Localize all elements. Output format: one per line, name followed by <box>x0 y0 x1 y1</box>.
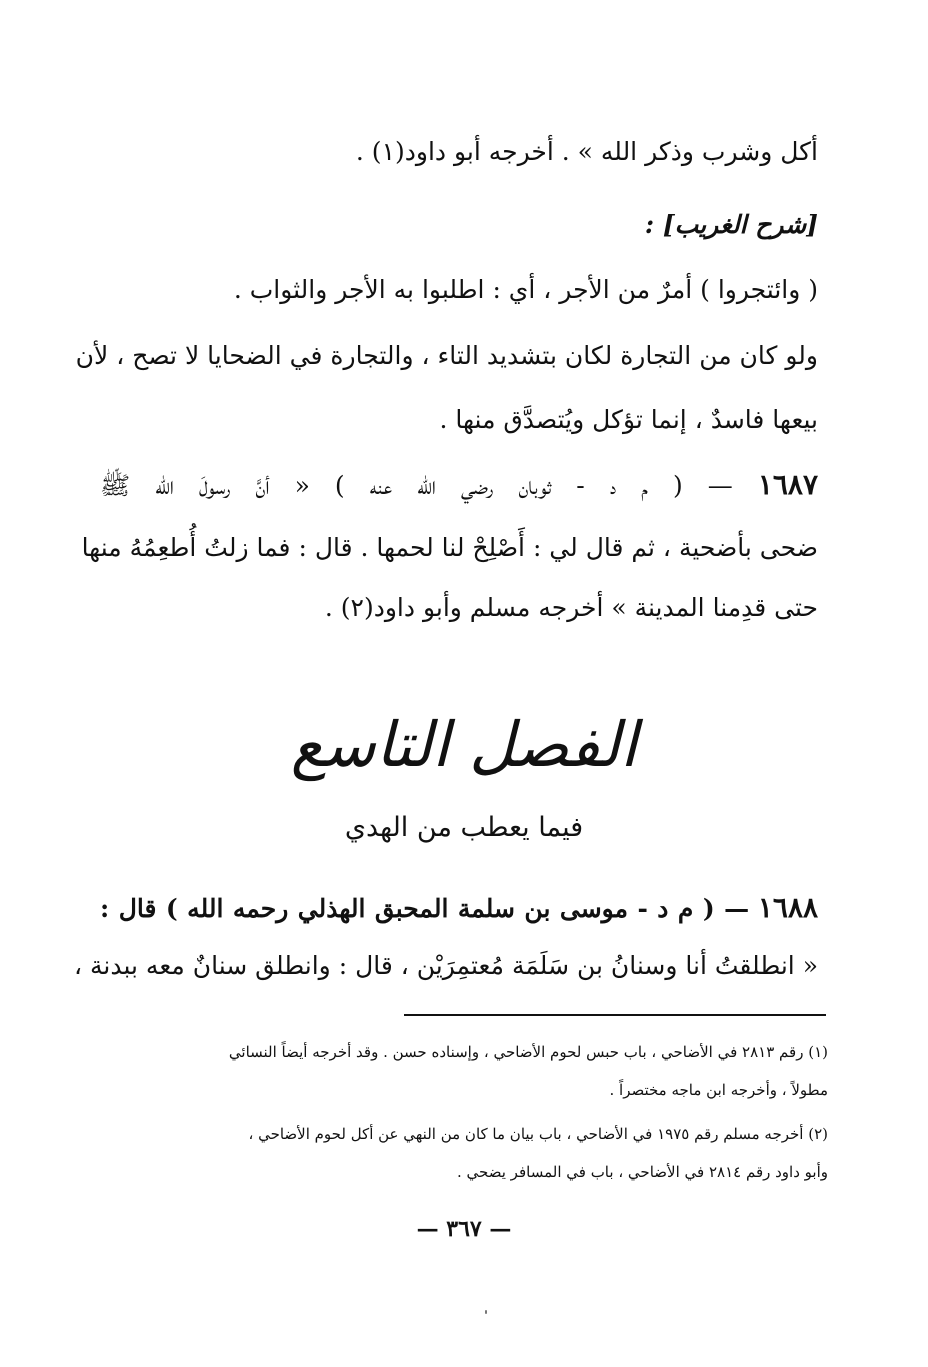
text-line-explanation: ( وائتجروا ) أمرٌ من الأجر ، أي : اطلبوا به الأجر والثواب . <box>233 275 818 304</box>
gharib-heading: [شرح الغريب] : <box>644 210 818 239</box>
hadith-1688-line-2: « انطلقتُ أنا وسنانُ بن سَلَمَة مُعتمِرَيْن ، قال : وانطلق سنانٌ معه ببدنة ، <box>73 951 818 980</box>
hadith-1687-line-2: ضحى بأضحية ، ثم قال لي : أَصْلِحْ لنا لحمها . قال : فما زلتُ أُطعِمُهُ منها <box>81 533 818 562</box>
hadith-text: — ( م د - ثوبان رضي الله عنه ) « أنَّ رسولَ الله ﷺ <box>100 471 733 500</box>
hadith-number: ١٦٨٧ <box>757 468 818 501</box>
scan-speck <box>485 1310 487 1314</box>
text-line-continuation: أكل وشرب وذكر الله » . أخرجه أبو داود(١) . <box>355 137 818 166</box>
text-line-explanation-2: ولو كان من التجارة لكان بتشديد التاء ، والتجارة في الضحايا لا تصح ، لأن <box>75 341 818 370</box>
chapter-subtitle: فيما يعطب من الهدي <box>344 812 584 843</box>
footnote-2-line-1: (٢) أخرجه مسلم رقم ١٩٧٥ في الأضاحي ، باب بيان ما كان من النهي عن أكل لحوم الأضاحي ، <box>248 1125 828 1143</box>
footnote-1-line-1: (١) رقم ٢٨١٣ في الأضاحي ، باب حبس لحوم الأضاحي ، وإسناده حسن . وقد أخرجه أيضاً النسائي <box>228 1043 828 1061</box>
hadith-1687-line-3: حتى قدِمنا المدينة » أخرجه مسلم وأبو داود(٢) . <box>324 593 818 622</box>
page-number: — ٣٦٧ — <box>416 1216 512 1242</box>
chapter-title: الفصل التاسع <box>290 708 638 781</box>
footnote-1-line-2: مطولاً ، وأخرجه ابن ماجه مختصراً . <box>609 1081 828 1099</box>
hadith-1688-line-1 <box>100 888 818 929</box>
footnote-2-line-2: وأبو داود رقم ٢٨١٤ في الأضاحي ، باب في المسافر يضحي . <box>457 1163 828 1181</box>
footnote-divider <box>404 1014 826 1016</box>
text-line-explanation-3: بيعها فاسدٌ ، إنما تؤكل ويُتصدَّق منها . <box>439 405 818 434</box>
hadith-1687-line-1 <box>100 465 818 506</box>
hadith-number: ١٦٨٨ <box>757 891 819 924</box>
hadith-text: — ( م د - موسى بن سلمة المحبق الهذلي رحمه الله ) قال : <box>100 894 750 923</box>
